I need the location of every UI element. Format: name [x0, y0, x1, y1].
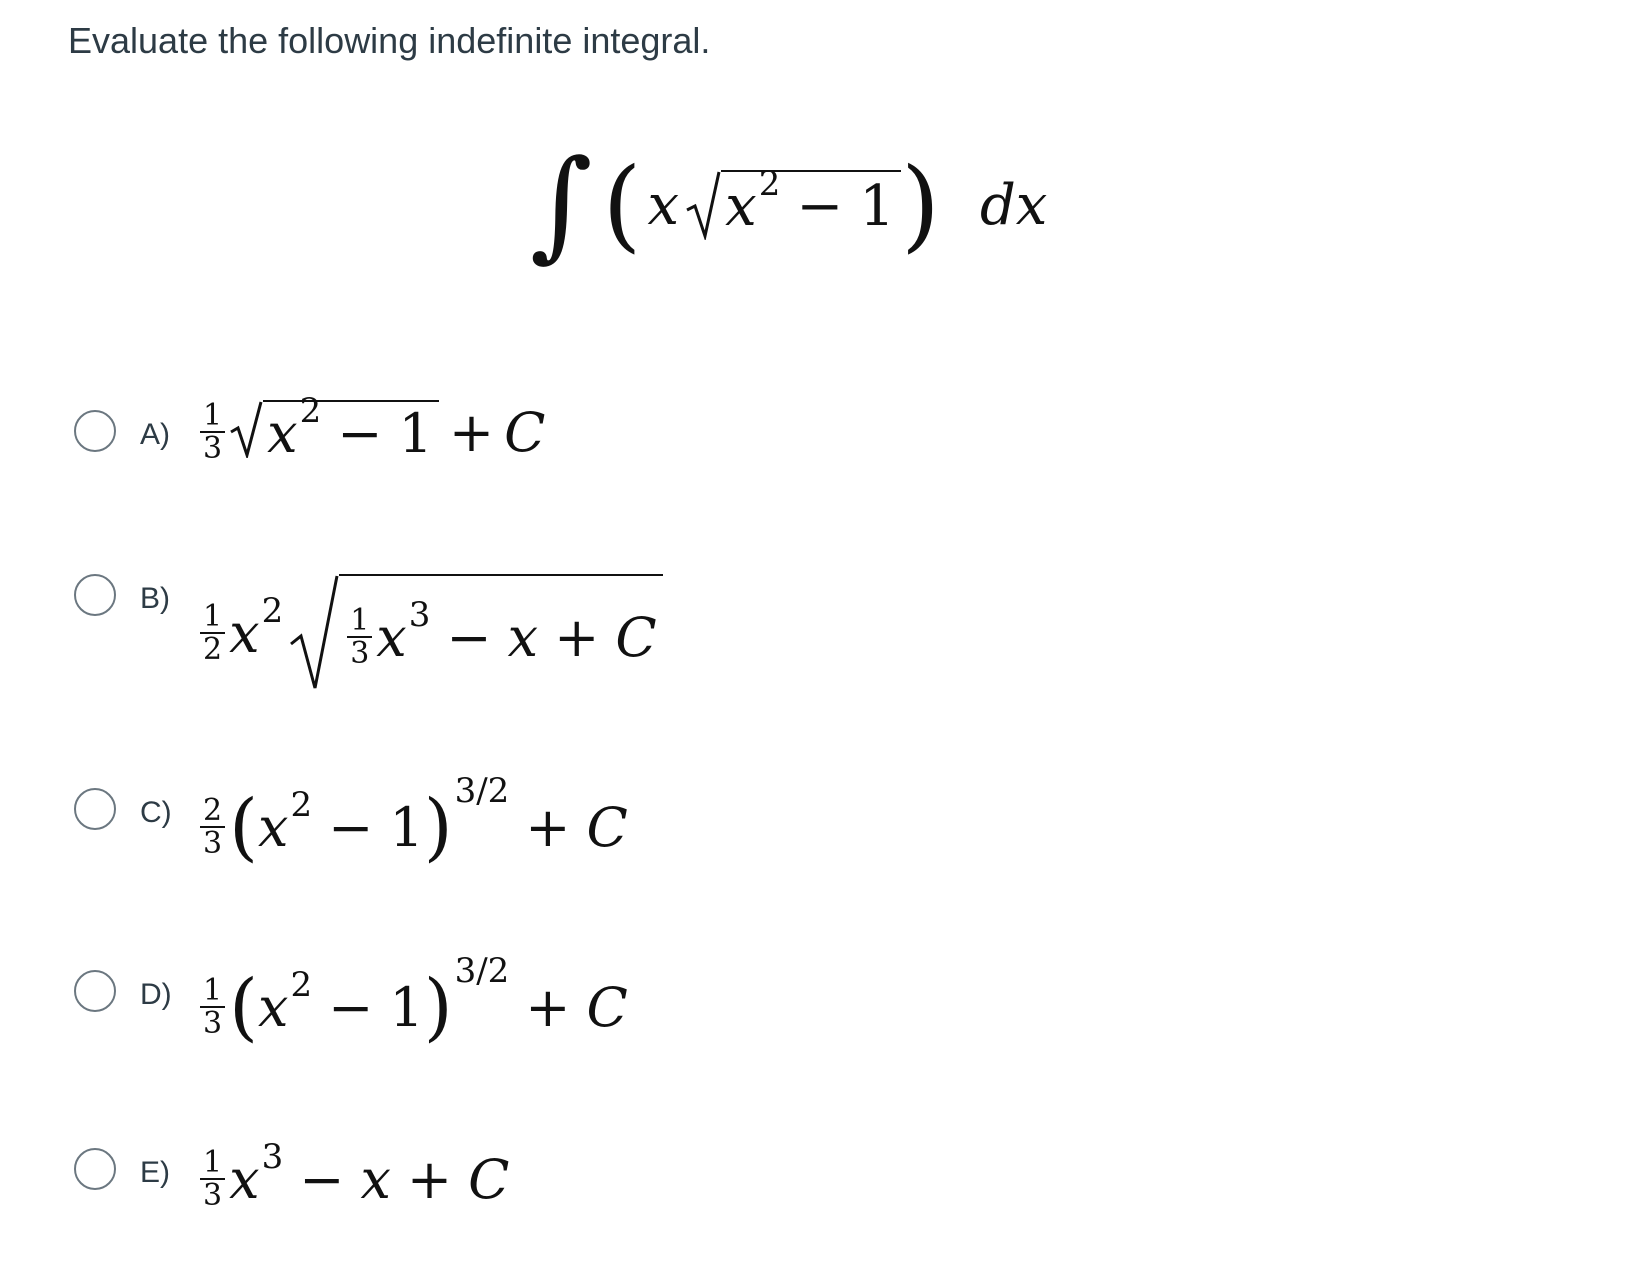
- fraction: $\frac{2}{3}$: [200, 795, 225, 860]
- fraction: $\frac{1}{2}$: [200, 601, 225, 666]
- question-prompt: Evaluate the following indefinite integral.: [68, 20, 711, 61]
- integrand-sqrt: [685, 164, 901, 240]
- option-e-letter: E): [140, 1156, 170, 1189]
- option-a-letter: A): [140, 418, 170, 451]
- integral-expression: [530, 120, 1047, 290]
- radicand-var: x: [725, 173, 757, 239]
- option-d-expression: $\frac{1}{3}$ ( x 2 − 1 ) 3/2 + C: [196, 952, 628, 1062]
- radicand-minus: −: [796, 173, 844, 239]
- differential: dx: [979, 172, 1048, 238]
- option-b-radio[interactable]: [74, 574, 116, 616]
- sqrt-sign-icon: [685, 170, 721, 240]
- option-e-expression: $\frac{1}{3}$ x 3 − x + C: [196, 1134, 510, 1224]
- option-d-radio[interactable]: [74, 970, 116, 1012]
- option-a-radio[interactable]: [74, 410, 116, 452]
- option-d-letter: D): [140, 978, 172, 1011]
- fraction: $\frac{1}{3}$: [200, 400, 225, 465]
- option-c-radio[interactable]: [74, 788, 116, 830]
- option-e-radio[interactable]: [74, 1148, 116, 1190]
- sqrt: x 2 − 1: [229, 400, 439, 465]
- sqrt-sign-icon: [229, 400, 263, 458]
- integral-sign: ∫: [530, 135, 593, 274]
- option-c-letter: C): [140, 796, 172, 829]
- option-c-expression: $\frac{2}{3}$ ( x 2 − 1 ) 3/2 + C: [196, 772, 628, 882]
- sqrt: $\frac{1}{3}$ x 3 − x + C: [289, 574, 663, 692]
- option-a-expression: $\frac{1}{3}$ x 2 − 1 + C: [196, 392, 545, 472]
- sqrt-sign-icon: [289, 574, 339, 692]
- fraction: $\frac{1}{3}$: [200, 975, 225, 1040]
- radicand-one: 1: [859, 173, 895, 239]
- close-paren: ): [900, 146, 940, 263]
- integrand-factor: x: [647, 172, 680, 238]
- option-b-letter: B): [140, 582, 170, 615]
- fraction: $\frac{1}{3}$: [200, 1147, 225, 1212]
- radicand-exponent: 2: [758, 164, 781, 204]
- option-b-expression: $\frac{1}{2}$ x 2 $\frac{1}{3}$ x 3 − x + C: [196, 568, 663, 698]
- open-paren: (: [602, 146, 642, 263]
